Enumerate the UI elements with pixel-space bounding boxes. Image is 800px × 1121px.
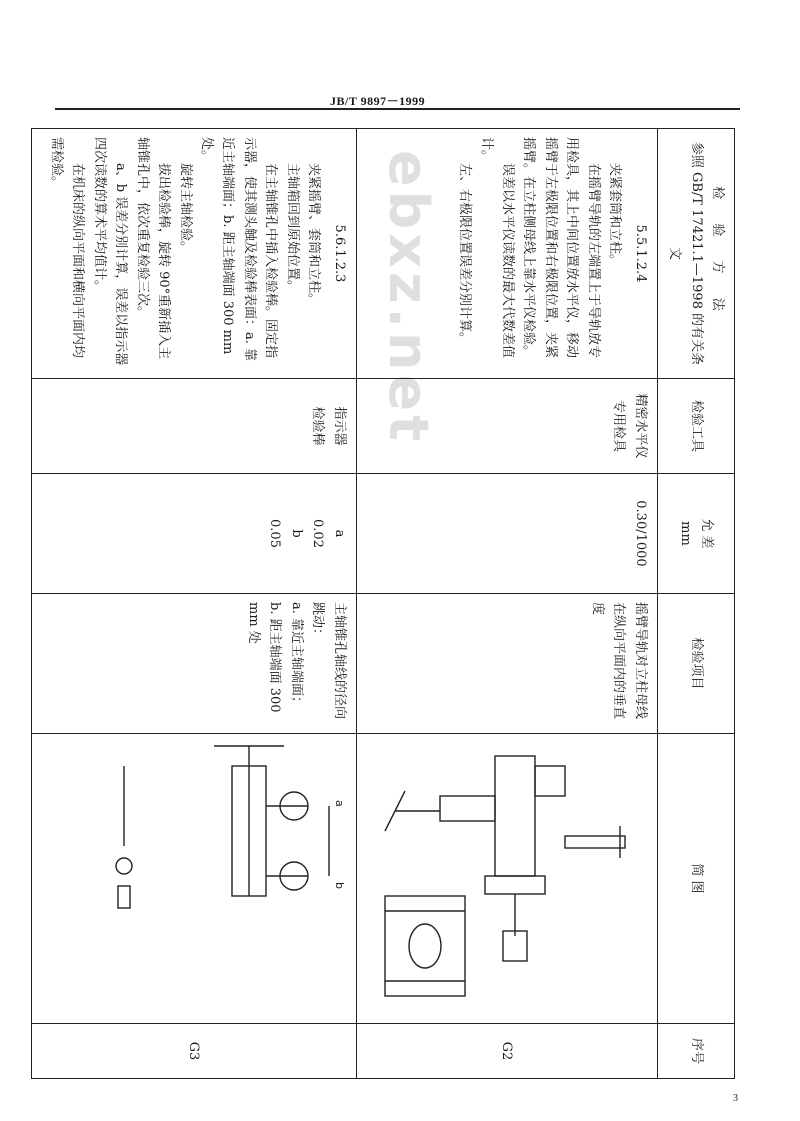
method-paragraph: 误差以水平仪读数的最大代数差值计。 [478, 137, 516, 359]
method-paragraph: 夹紧套筒和立柱。 [607, 163, 623, 268]
method-paragraph: 左、右极限位置误差分别计算。 [457, 163, 473, 346]
tolerance-label-b: b [288, 529, 304, 538]
table-row-g3 [31, 129, 356, 1079]
header-tool: 检验工具 [657, 379, 734, 474]
header-method-reference: 参照 GB/T 17421.1—1998 的有关条文 [667, 141, 704, 366]
method-paragraph: 在主轴锥孔中插入检验棒。固定指示器，使其测头触及检验棒表面：a. 靠近主轴端面；b. 距主轴端面 300 mm 处。 [199, 137, 279, 362]
figure-label-a: a [332, 800, 346, 807]
method-cell-g3 [31, 129, 356, 379]
header-rule [55, 108, 740, 110]
motor-shape [535, 766, 565, 796]
row-number-g2: G2 [356, 1024, 657, 1079]
spindle-shape [440, 796, 495, 821]
method-paragraph: a、b 误差分别计算，误差以指示器四次读数的算术平均值计。 [91, 137, 129, 366]
header-tolerance-label: 允 差 [699, 518, 715, 549]
document-code: JB/T 9897－1999 [330, 94, 426, 108]
tolerance-label-a: a [331, 529, 347, 538]
tool-cell-g2 [356, 379, 657, 474]
tool-name: 专用检具 [611, 399, 627, 452]
method-paragraph: 拔出检验棒，旋转 90°重新插入主轴锥孔中，依次重复检验三次。 [134, 137, 172, 360]
method-paragraph: 旋转主轴检验。 [177, 163, 193, 255]
header-method [657, 129, 734, 379]
tool-name: 检验棒 [310, 406, 326, 446]
tolerance-value: 0.30/1000 [632, 500, 648, 567]
table-row-g2 [356, 129, 657, 1079]
row-number-g3: G3 [31, 1024, 356, 1079]
tolerance-value-b: 0.05 [267, 519, 283, 548]
header-tolerance [657, 474, 734, 594]
item-line: a. 靠近主轴端面； [288, 602, 304, 710]
column-section-shape [409, 924, 441, 968]
method-paragraph: 在摇臂导轨的左端置上于导轨放专用检具，其上中间位置放水平仪，移动摇臂于左极限位置和右极限位置，夹紧摇臂。在立柱侧母线上靠水平仪检验。 [521, 137, 601, 359]
table-header-row [657, 129, 734, 1079]
item-line: b. 距主轴端面 300 mm 处 [245, 602, 283, 713]
method-clause-g3: 5.6.1.2.3 [331, 224, 347, 283]
item-line: 主轴锥孔轴线的径向跳动： [310, 602, 347, 720]
inspection-table [31, 128, 735, 1079]
column-top-shape [565, 836, 625, 848]
drill-arm-diagram [359, 736, 655, 1020]
indicator-body-shape [118, 886, 130, 908]
header-method-title: 检 验 方 法 [710, 186, 725, 321]
header-item: 检验项目 [657, 594, 734, 734]
header-tolerance-unit: mm [677, 521, 693, 546]
method-paragraph: 夹紧摇臂、套筒和立柱。 [306, 163, 322, 307]
header-no: 序号 [657, 1024, 734, 1079]
method-paragraph: 在机床的纵向平面和横向平面内均需检验。 [49, 137, 86, 359]
figure-cell-g3 [31, 734, 356, 1024]
column-clamp-shape [485, 876, 545, 894]
item-cell-g2: 摇臂导轨对立柱母线在纵向平面内的垂直度 [356, 594, 657, 734]
tool-name: 指示器 [331, 406, 347, 446]
arm-body-shape [495, 756, 535, 876]
spindle-runout-diagram [34, 736, 354, 1020]
tolerance-value-a: 0.02 [310, 519, 326, 548]
method-cell-g2 [356, 129, 657, 379]
inspection-table-wrapper [49, 128, 735, 1078]
tool-cell-g3 [31, 379, 356, 474]
figure-cell-g2 [356, 734, 657, 1024]
watermark: ebxz.net [377, 150, 440, 445]
method-clause-g2: 5.5.1.2.4 [632, 224, 648, 283]
method-paragraph: 主轴箱回到原始位置。 [284, 163, 300, 294]
page-number: 3 [733, 1093, 738, 1104]
figure-label-b: b [332, 882, 346, 889]
tool-name: 精密水平仪 [632, 393, 648, 459]
item-cell-g3 [31, 594, 356, 734]
header-figure: 简 图 [657, 734, 734, 1024]
tolerance-cell-g3 [31, 474, 356, 594]
tolerance-cell-g2 [356, 474, 657, 594]
indicator-dial-shape [116, 858, 132, 874]
